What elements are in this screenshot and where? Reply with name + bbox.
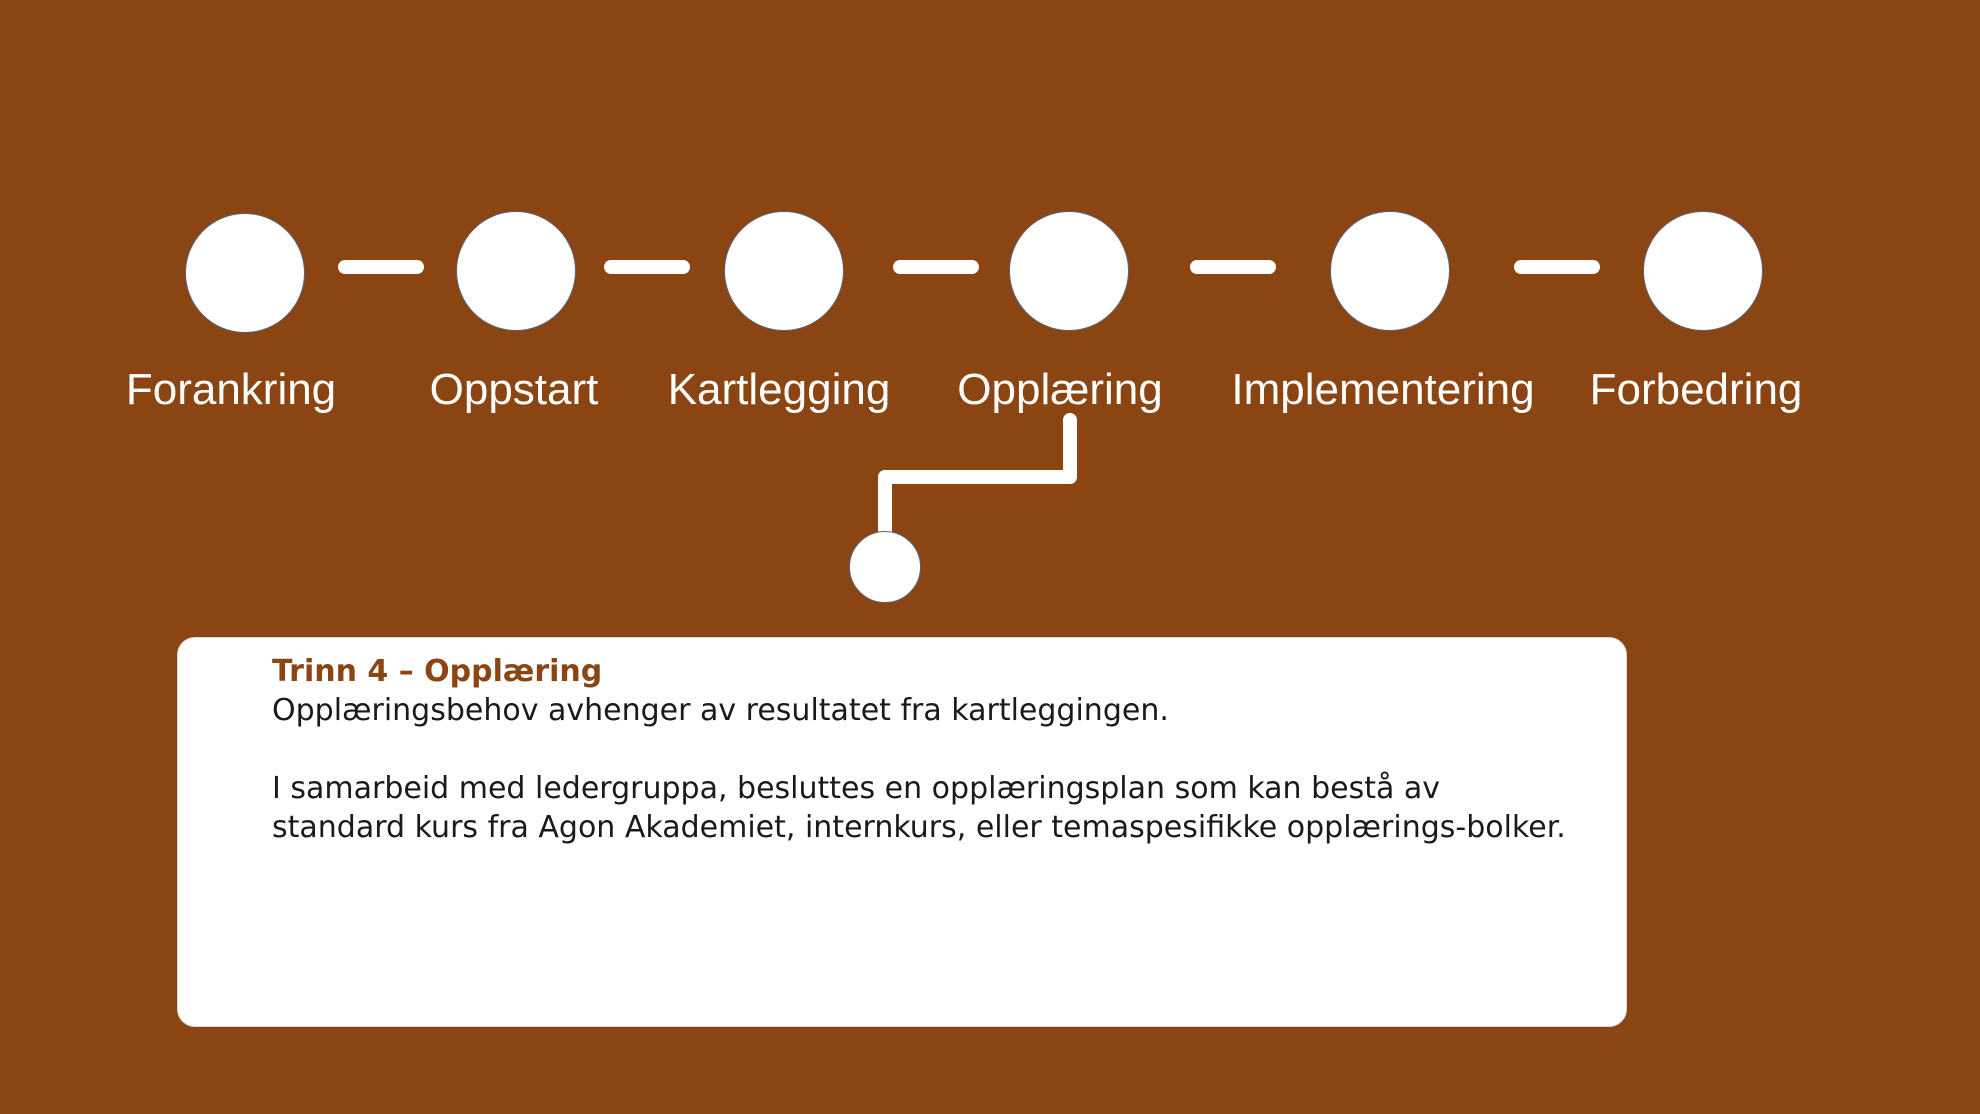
step-label-opplaering: Opplæring bbox=[957, 365, 1163, 414]
step-detail-paragraph-2: I samarbeid med ledergruppa, besluttes en opplæringsplan som kan bestå av standard kurs fra Agon Akademiet, internkurs, eller temaspesifikke opplærings-bolker. bbox=[272, 771, 1566, 845]
step-detail-card bbox=[177, 637, 1627, 1027]
step-label-oppstart: Oppstart bbox=[429, 365, 599, 414]
step-label-implementering: Implementering bbox=[1231, 365, 1535, 414]
step-detail-title: Trinn 4 – Opplæring bbox=[272, 654, 603, 689]
step-detail-text bbox=[272, 652, 1572, 847]
step-label-forbedring: Forbedring bbox=[1589, 365, 1803, 414]
step-detail-paragraph-1: Opplæringsbehov avhenger av resultatet fra kartleggingen. bbox=[272, 693, 1169, 728]
step-label-forankring: Forankring bbox=[125, 365, 337, 414]
step-label-kartlegging: Kartlegging bbox=[667, 365, 891, 414]
pointer-end-dot bbox=[849, 531, 921, 603]
paragraph-spacer bbox=[272, 730, 1572, 769]
